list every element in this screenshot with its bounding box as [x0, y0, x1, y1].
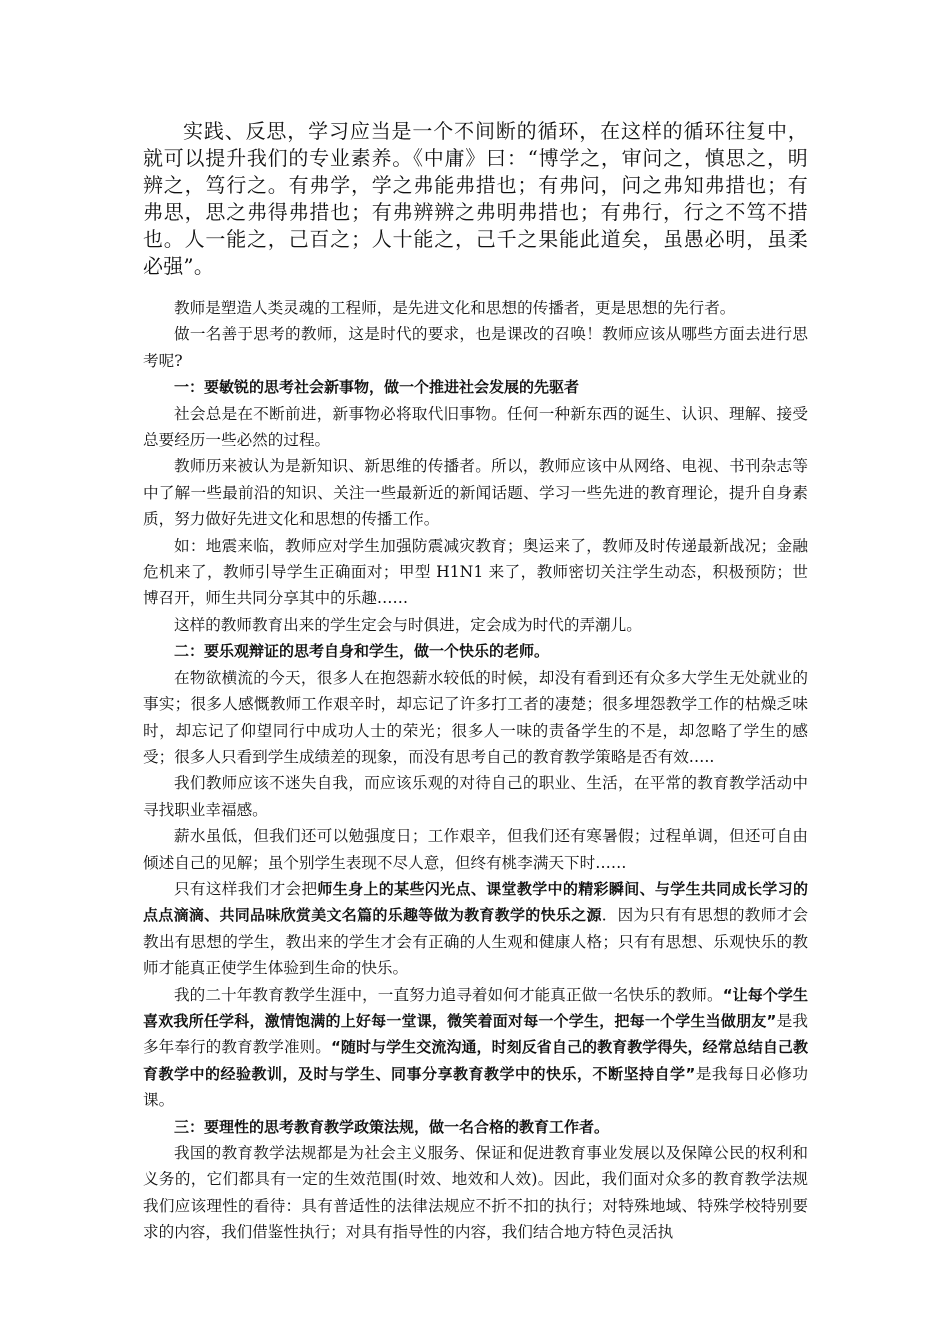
paragraph: 教师是塑造人类灵魂的工程师，是先进文化和思想的传播者，更是思想的先行者。: [174, 299, 736, 317]
text-run: 是我多年奉行的教育教学准则。: [143, 1011, 808, 1057]
section-heading: 一：要敏锐的思考社会新事物，做一个推进社会发展的先驱者: [174, 378, 580, 397]
article-body: [143, 295, 808, 1246]
paragraph: 社会总是在不断前进，新事物必将取代旧事物。任何一种新东西的诞生、认识、理解、接受总要经历一些必然的过程。: [143, 404, 808, 450]
paragraph: 教师历来被认为是新知识、新思维的传播者。所以，教师应该中从网络、电视、书刊杂志等中了解一些最前沿的知识、关注一些最新近的新闻话题、学习一些先进的教育理论，提升自身素质，努力做好先进文化和思想的传播工作。: [143, 457, 808, 529]
paragraph: 做一名善于思考的教师，这是时代的要求，也是课改的召唤！教师应该从哪些方面去进行思考呢?: [143, 325, 808, 370]
text-run: 只有这样我们才会把: [174, 879, 318, 898]
paragraph: 我们教师应该不迷失自我，而应该乐观的对待自己的职业、生活，在平常的教育教学活动中寻找职业幸福感。: [143, 774, 808, 819]
bold-text-run: 师生身上的某些闪光点、课堂教学中的精彩瞬间、与学生共同成长学习的点点滴滴、共同品味欣赏美文名篇的乐趣等做为教育教学的快乐之源: [143, 879, 808, 925]
bold-text-run: “让每个学生喜欢我所任学科，激情饱满的上好每一堂课，微笑着面对每一个学生，把每一个学生当做朋友”: [143, 985, 808, 1030]
paragraph: 薪水虽低，但我们还可以勉强度日；工作艰辛，但我们还有寒暑假；过程单调，但还可自由倾述自己的见解；虽个别学生表现不尽人意，但终有桃李满天下时……: [143, 827, 808, 872]
bold-text-run: “随时与学生交流沟通，时刻反省自己的教育教学得失，经常总结自己教育教学中的经验教训，及时与学生、同事分享教育教学中的快乐，不断坚持自学”: [143, 1038, 808, 1083]
text-run: 是我每日必修功课。: [143, 1064, 808, 1110]
section-heading: 二：要乐观辩证的思考自身和学生，做一个快乐的老师。: [174, 642, 550, 661]
paragraph: 我国的教育教学法规都是为社会主义服务、保证和促进教育事业发展以及保障公民的权利和义务的，它们都具有一定的生效范围(时效、地效和人效)。因此，我们面对众多的教育教学法规我们应该理性的看待：具有普适性的法律法规应不折不扣的执行；对特殊地域、特殊学校特别要求的内容，我们借鉴性执行；对具有指导性的内容，我们结合地方特色灵活执: [143, 1144, 808, 1242]
paragraph: [143, 876, 808, 982]
intro-section: [143, 118, 808, 280]
text-run: ．因为只有有思想的教师才会教出有思想的学生，教出来的学生才会有正确的人生观和健康人格；只有有思想、乐观快乐的教师才能真正使学生体验到生命的快乐。: [143, 906, 808, 978]
paragraph: 这样的教师教育出来的学生定会与时俱进，定会成为时代的弄潮儿。: [174, 615, 642, 634]
text-run: 我的二十年教育教学生涯中，一直努力追寻着如何才能真正做一名快乐的教师。: [174, 985, 723, 1004]
paragraph: 在物欲横流的今天，很多人在抱怨薪水较低的时候，却没有看到还有众多大学生无处就业的事实；很多人感慨教师工作艰辛时，却忘记了许多打工者的凄楚；很多埋怨教学工作的枯燥乏味时，却忘记了仰望同行中成功人士的荣光；很多人一味的责备学生的不是，却忽略了学生的感受；很多人只看到学生成绩差的现象，而没有思考自己的教育教学策略是否有效…..: [143, 668, 808, 766]
paragraph: 如：地震来临，教师应对学生加强防震减灾教育；奥运来了，教师及时传递最新战况；金融危机来了，教师引导学生正确面对；甲型 H1N1 来了，教师密切关注学生动态，积极预防；世博召开，师生共同分享其中的乐趣……: [143, 536, 808, 608]
section-heading: 三：要理性的思考教育教学政策法规，做一名合格的教育工作者。: [174, 1117, 610, 1136]
paragraph: [143, 982, 808, 1114]
intro-paragraph: 实践、反思，学习应当是一个不间断的循环，在这样的循环往复中，就可以提升我们的专业素养。《中庸》曰：“博学之，审问之，慎思之，明辨之，笃行之。有弗学，学之弗能弗措也；有弗问，问之弗知弗措也；有弗思，思之弗得弗措也；有弗辨辨之弗明弗措也；有弗行，行之不笃不措也。人一能之，己百之；人十能之，己千之果能此道矣，虽愚必明，虽柔必强”。: [143, 119, 808, 278]
